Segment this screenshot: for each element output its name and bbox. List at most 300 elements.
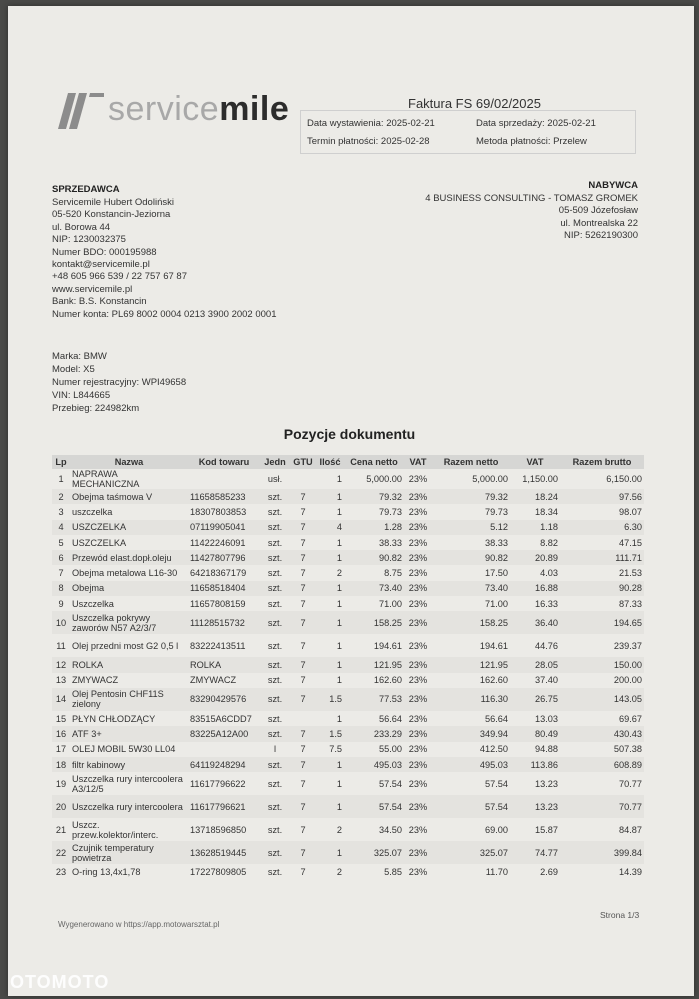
col-lp: Lp bbox=[52, 455, 70, 469]
invoice-title: Faktura FS 69/02/2025 bbox=[408, 96, 541, 111]
table-row bbox=[52, 818, 644, 841]
seller-line: www.servicemile.pl bbox=[52, 283, 133, 295]
cell-lp: 1 bbox=[58, 474, 64, 484]
cell-net-total: 162.60 bbox=[479, 675, 508, 686]
cell-vat-rate: 23% bbox=[404, 841, 432, 864]
cell-gtu: 7 bbox=[290, 757, 316, 772]
col-gtu: GTU bbox=[290, 455, 316, 469]
vehicle-line: Przebieg: 224982km bbox=[52, 403, 140, 414]
document-title: Pozycje dokumentu bbox=[283, 426, 416, 442]
col-gross-total: Razem brutto bbox=[560, 455, 644, 469]
cell-vat-amount: 8.82 bbox=[540, 537, 558, 548]
cell-qty: 1.5 bbox=[316, 726, 344, 741]
cell-gross-total: 6.30 bbox=[560, 520, 644, 535]
cell-vat-rate: 23% bbox=[408, 506, 428, 517]
cell-unit: szt. bbox=[260, 757, 290, 772]
cell-net-total: 90.82 bbox=[432, 550, 510, 565]
cell-vat-rate: 23% bbox=[404, 581, 432, 596]
cell-qty: 1 bbox=[336, 537, 342, 548]
cell-vat-amount: 2.69 bbox=[540, 866, 558, 877]
cell-net-price: 56.64 bbox=[379, 713, 402, 724]
col-code: Kod towaru bbox=[188, 455, 260, 469]
cell-net-total: 325.07 bbox=[432, 841, 510, 864]
cell-vat-amount: 4.03 bbox=[540, 568, 558, 579]
cell-gtu: 7 bbox=[290, 520, 316, 535]
cell-lp: 19 bbox=[55, 778, 67, 789]
buyer-line: NIP: 5262190300 bbox=[564, 230, 638, 242]
cell-net-price: 1.28 bbox=[344, 520, 404, 535]
cell-name: PŁYN CHŁODZĄCY bbox=[72, 713, 156, 724]
invoice-meta-box bbox=[300, 110, 636, 154]
cell-lp: 8 bbox=[52, 581, 70, 596]
cell-gross-total: 399.84 bbox=[560, 841, 644, 864]
cell-code bbox=[188, 742, 260, 757]
cell-lp: 15 bbox=[55, 713, 67, 724]
cell-name: Olej przedni most G2 0,5 l bbox=[72, 640, 179, 651]
logo-text-service: service bbox=[108, 90, 220, 128]
items-body bbox=[52, 469, 644, 879]
cell-unit: szt. bbox=[267, 640, 283, 651]
table-row bbox=[52, 795, 644, 818]
cell-qty: 1 bbox=[316, 489, 344, 504]
cell-gtu: 7 bbox=[290, 726, 316, 741]
cell-vat-amount: 80.49 bbox=[510, 726, 560, 741]
seller-line: Bank: B.S. Konstancin bbox=[52, 296, 147, 308]
table-row bbox=[52, 565, 644, 580]
cell-net-total: 57.54 bbox=[432, 795, 510, 818]
cell-gross-total: 239.37 bbox=[613, 640, 642, 651]
cell-vat-amount: 26.75 bbox=[510, 688, 560, 711]
cell-gross-total: 150.00 bbox=[560, 657, 644, 672]
cell-net-total: 57.54 bbox=[485, 778, 508, 789]
cell-lp: 7 bbox=[58, 568, 64, 579]
table-row bbox=[52, 772, 644, 795]
cell-vat-rate: 23% bbox=[404, 550, 432, 565]
seller-line: Numer konta: PL69 8002 0004 0213 3900 2002 0001 bbox=[52, 308, 277, 320]
otomoto-watermark: OTOMOTO bbox=[10, 972, 110, 992]
table-row bbox=[52, 520, 644, 535]
cell-gtu bbox=[290, 469, 316, 489]
cell-vat-rate: 23% bbox=[408, 537, 428, 548]
cell-unit: szt. bbox=[267, 598, 283, 609]
cell-gtu: 7 bbox=[290, 688, 316, 711]
cell-unit: szt. bbox=[260, 611, 290, 634]
cell-net-price: 158.25 bbox=[344, 611, 404, 634]
cell-net-price: 57.54 bbox=[379, 778, 402, 789]
cell-qty: 1 bbox=[316, 757, 344, 772]
cell-net-price: 38.33 bbox=[379, 537, 402, 548]
cell-vat-amount: 113.86 bbox=[510, 757, 560, 772]
cell-code: 17227809805 bbox=[190, 866, 247, 877]
cell-net-total: 194.61 bbox=[479, 640, 508, 651]
cell-qty: 7.5 bbox=[329, 744, 342, 755]
due-date: Termin płatności: 2025-02-28 bbox=[307, 136, 430, 147]
cell-qty: 2 bbox=[336, 866, 342, 877]
cell-qty: 1 bbox=[336, 675, 342, 686]
cell-name: ROLKA bbox=[70, 657, 188, 672]
cell-code: 07119905041 bbox=[188, 520, 260, 535]
cell-net-price: 194.61 bbox=[373, 640, 402, 651]
cell-gtu: 7 bbox=[290, 657, 316, 672]
cell-code: 13718596850 bbox=[190, 824, 247, 835]
cell-lp: 9 bbox=[58, 598, 64, 609]
cell-gross-total: 69.67 bbox=[619, 713, 642, 724]
cell-lp: 5 bbox=[58, 537, 64, 548]
cell-net-total: 17.50 bbox=[485, 568, 508, 579]
cell-lp: 6 bbox=[52, 550, 70, 565]
col-net-price: Cena netto bbox=[344, 455, 404, 469]
cell-unit: szt. bbox=[260, 657, 290, 672]
table-header-row bbox=[52, 455, 644, 469]
cell-code: ZMYWACZ bbox=[190, 675, 237, 686]
cell-unit: szt. bbox=[267, 537, 283, 548]
cell-name: USZCZELKA bbox=[70, 520, 188, 535]
cell-unit: szt. bbox=[267, 506, 283, 517]
cell-vat-amount: 15.87 bbox=[535, 824, 558, 835]
cell-net-total: 11.70 bbox=[485, 866, 508, 877]
cell-unit: szt. bbox=[260, 489, 290, 504]
cell-lp: 20 bbox=[52, 795, 70, 818]
table-row bbox=[52, 581, 644, 596]
cell-gtu: 7 bbox=[290, 489, 316, 504]
cell-name: Obejma metalowa L16-30 bbox=[72, 568, 178, 579]
cell-qty: 1 bbox=[316, 611, 344, 634]
cell-vat-amount: 1,150.00 bbox=[522, 474, 558, 484]
cell-net-price: 5.85 bbox=[384, 866, 402, 877]
cell-code: 11128515732 bbox=[188, 611, 260, 634]
cell-vat-amount: 13.23 bbox=[535, 778, 558, 789]
cell-name: OLEJ MOBIL 5W30 LL04 bbox=[72, 744, 176, 755]
seller-line: NIP: 1230032375 bbox=[52, 234, 126, 246]
cell-lp: 2 bbox=[52, 489, 70, 504]
cell-net-price: 79.32 bbox=[344, 489, 404, 504]
cell-qty: 1 bbox=[316, 841, 344, 864]
cell-net-total: 158.25 bbox=[432, 611, 510, 634]
cell-name: Obejma bbox=[70, 581, 188, 596]
table-row bbox=[52, 550, 644, 565]
table-row bbox=[52, 504, 644, 519]
col-name: Nazwa bbox=[70, 455, 188, 469]
table-row bbox=[52, 742, 644, 757]
cell-vat-rate: 23% bbox=[408, 640, 428, 651]
cell-qty: 1 bbox=[316, 657, 344, 672]
cell-net-total: 412.50 bbox=[479, 744, 508, 755]
cell-qty: 1 bbox=[336, 640, 342, 651]
cell-gtu: 7 bbox=[300, 824, 306, 835]
table-row bbox=[52, 864, 644, 879]
buyer-details bbox=[388, 193, 638, 243]
cell-unit: szt. bbox=[267, 568, 283, 579]
cell-vat-rate: 23% bbox=[408, 675, 428, 686]
cell-vat-amount: 37.40 bbox=[535, 675, 558, 686]
cell-vat-rate: 23% bbox=[408, 474, 428, 484]
cell-net-price: 79.73 bbox=[379, 506, 402, 517]
logo-text-mile: mile bbox=[219, 90, 290, 128]
cell-qty: 1 bbox=[316, 550, 344, 565]
cell-name: Uszczelka pokrywy zaworów N57 A2/3/7 bbox=[70, 611, 188, 634]
cell-vat-amount: 20.89 bbox=[510, 550, 560, 565]
cell-unit: l bbox=[273, 744, 277, 755]
cell-net-price: 233.29 bbox=[344, 726, 404, 741]
cell-code: 83515A6CDD7 bbox=[190, 713, 252, 724]
cell-vat-amount: 1.18 bbox=[510, 520, 560, 535]
cell-lp: 21 bbox=[55, 824, 67, 835]
cell-net-price: 77.53 bbox=[344, 688, 404, 711]
table-row bbox=[52, 841, 644, 864]
cell-vat-amount: 18.24 bbox=[510, 489, 560, 504]
cell-lp: 23 bbox=[55, 866, 67, 877]
cell-lp: 16 bbox=[52, 726, 70, 741]
cell-code: 83290429576 bbox=[188, 688, 260, 711]
cell-qty: 1.5 bbox=[316, 688, 344, 711]
cell-gtu: 7 bbox=[290, 611, 316, 634]
cell-net-price: 162.60 bbox=[373, 675, 402, 686]
cell-vat-rate: 23% bbox=[404, 611, 432, 634]
table-row bbox=[52, 726, 644, 741]
cell-code: 64119248294 bbox=[188, 757, 260, 772]
cell-gtu: 7 bbox=[290, 550, 316, 565]
cell-lp: 11 bbox=[56, 640, 66, 651]
cell-vat-amount: 13.23 bbox=[510, 795, 560, 818]
cell-name: Uszcz. przew.kolektor/interc. bbox=[72, 819, 159, 840]
buyer-heading: NABYWCA bbox=[588, 180, 638, 191]
cell-vat-amount: 44.76 bbox=[535, 640, 558, 651]
cell-net-total: 79.73 bbox=[485, 506, 508, 517]
cell-net-total: 73.40 bbox=[432, 581, 510, 596]
seller-line: ul. Borowa 44 bbox=[52, 221, 111, 233]
cell-gross-total: 87.33 bbox=[619, 598, 642, 609]
cell-gross-total: 507.38 bbox=[613, 744, 642, 755]
cell-gtu: 7 bbox=[300, 537, 306, 548]
cell-gtu: 7 bbox=[300, 640, 306, 651]
cell-unit: szt. bbox=[267, 675, 283, 686]
cell-unit: szt. bbox=[260, 688, 290, 711]
cell-gross-total: 21.53 bbox=[619, 568, 642, 579]
cell-vat-rate: 23% bbox=[408, 866, 428, 877]
cell-net-total: 116.30 bbox=[432, 688, 510, 711]
cell-gross-total: 200.00 bbox=[613, 675, 642, 686]
cell-lp: 10 bbox=[52, 611, 70, 634]
cell-code bbox=[188, 469, 260, 489]
seller-heading: SPRZEDAWCA bbox=[52, 184, 120, 195]
cell-code: 83225A12A00 bbox=[188, 726, 260, 741]
table-row bbox=[52, 673, 644, 688]
cell-net-total: 495.03 bbox=[432, 757, 510, 772]
cell-vat-rate: 23% bbox=[404, 757, 432, 772]
cell-lp: 22 bbox=[52, 841, 70, 864]
cell-net-total: 69.00 bbox=[485, 824, 508, 835]
cell-name: Olej Pentosin CHF11S zielony bbox=[70, 688, 188, 711]
cell-vat-rate: 23% bbox=[404, 726, 432, 741]
sale-date: Data sprzedaży: 2025-02-21 bbox=[476, 118, 596, 129]
cell-unit: szt. bbox=[260, 581, 290, 596]
table-row bbox=[52, 489, 644, 504]
cell-net-price: 121.95 bbox=[344, 657, 404, 672]
cell-net-price: 57.54 bbox=[344, 795, 404, 818]
vehicle-details bbox=[52, 350, 186, 415]
cell-gross-total: 430.43 bbox=[560, 726, 644, 741]
cell-net-total: 5,000.00 bbox=[472, 474, 508, 484]
cell-vat-rate: 23% bbox=[404, 688, 432, 711]
cell-gross-total: 97.56 bbox=[560, 489, 644, 504]
cell-code: ROLKA bbox=[188, 657, 260, 672]
cell-gtu: 7 bbox=[290, 581, 316, 596]
cell-gross-total: 70.77 bbox=[619, 778, 642, 789]
seller-details bbox=[52, 197, 277, 321]
col-net-total: Razem netto bbox=[432, 455, 510, 469]
buyer-line: ul. Montrealska 22 bbox=[560, 217, 638, 229]
cell-gross-total: 194.65 bbox=[560, 611, 644, 634]
cell-name: Uszczelka rury intercoolera A3/12/5 bbox=[72, 773, 183, 794]
cell-vat-amount: 18.34 bbox=[535, 506, 558, 517]
seller-line: Servicemile Hubert Odoliński bbox=[52, 197, 174, 208]
cell-qty: 1 bbox=[316, 795, 344, 818]
cell-unit: szt. bbox=[260, 841, 290, 864]
seller-line: 05-520 Konstancin-Jeziorna bbox=[52, 209, 171, 221]
cell-gtu: 7 bbox=[300, 778, 306, 789]
cell-gtu: 7 bbox=[300, 675, 306, 686]
cell-qty: 1 bbox=[336, 506, 342, 517]
cell-lp: 17 bbox=[55, 744, 67, 755]
cell-gross-total: 6,150.00 bbox=[606, 474, 642, 484]
table-row bbox=[52, 596, 644, 611]
cell-gtu: 7 bbox=[300, 568, 306, 579]
col-vat-rate: VAT bbox=[404, 455, 432, 469]
col-unit: Jedn bbox=[260, 455, 290, 469]
cell-vat-rate: 23% bbox=[408, 598, 428, 609]
cell-net-price: 73.40 bbox=[344, 581, 404, 596]
generated-note: Wygenerowano w https://app.motowarsztat.pl bbox=[58, 920, 220, 929]
cell-gtu: 7 bbox=[300, 744, 306, 755]
cell-gtu bbox=[290, 711, 316, 726]
cell-gtu: 7 bbox=[300, 506, 306, 517]
seller-line: Numer BDO: 000195988 bbox=[52, 246, 157, 258]
cell-vat-rate: 23% bbox=[408, 568, 428, 579]
cell-lp: 18 bbox=[52, 757, 70, 772]
table-row bbox=[52, 634, 644, 657]
cell-name: Uszczelka rury intercoolera bbox=[70, 795, 188, 818]
vehicle-line: VIN: L844665 bbox=[52, 390, 111, 401]
seller-line: kontakt@servicemile.pl bbox=[52, 259, 150, 271]
cell-unit: szt. bbox=[267, 824, 283, 835]
items-table bbox=[52, 455, 644, 879]
cell-gross-total: 84.87 bbox=[619, 824, 642, 835]
cell-gtu: 7 bbox=[290, 841, 316, 864]
table-row bbox=[52, 611, 644, 634]
payment-method: Metoda płatności: Przelew bbox=[476, 136, 587, 147]
cell-gross-total: 47.15 bbox=[619, 537, 642, 548]
table-row bbox=[52, 657, 644, 672]
cell-name: ZMYWACZ bbox=[72, 675, 119, 686]
cell-lp: 4 bbox=[52, 520, 70, 535]
cell-net-price: 55.00 bbox=[379, 744, 402, 755]
cell-vat-amount: 74.77 bbox=[510, 841, 560, 864]
cell-vat-amount: 16.33 bbox=[535, 598, 558, 609]
cell-gross-total: 608.89 bbox=[560, 757, 644, 772]
cell-vat-amount: 36.40 bbox=[510, 611, 560, 634]
cell-vat-rate: 23% bbox=[404, 489, 432, 504]
cell-code: 11422246091 bbox=[190, 537, 246, 548]
cell-net-total: 38.33 bbox=[485, 537, 508, 548]
cell-code: 11617796621 bbox=[188, 795, 260, 818]
cell-qty: 4 bbox=[316, 520, 344, 535]
cell-net-total: 71.00 bbox=[485, 598, 508, 609]
cell-name: O-ring 13,4x1,78 bbox=[72, 866, 141, 877]
vehicle-line: Numer rejestracyjny: WPI49658 bbox=[52, 377, 187, 388]
cell-net-total: 56.64 bbox=[485, 713, 508, 724]
cell-vat-amount: 13.03 bbox=[535, 713, 558, 724]
cell-qty: 2 bbox=[336, 824, 342, 835]
cell-qty: 1 bbox=[336, 778, 342, 789]
cell-vat-rate: 23% bbox=[408, 744, 428, 755]
cell-net-price: 495.03 bbox=[344, 757, 404, 772]
cell-code: 11658518404 bbox=[188, 581, 260, 596]
cell-gtu: 7 bbox=[290, 795, 316, 818]
cell-vat-rate: 23% bbox=[408, 713, 428, 724]
vehicle-line: Marka: BMW bbox=[52, 351, 107, 362]
cell-qty: 1 bbox=[336, 474, 342, 484]
cell-vat-amount: 28.05 bbox=[510, 657, 560, 672]
vehicle-line: Model: X5 bbox=[52, 364, 95, 375]
cell-unit: szt. bbox=[260, 520, 290, 535]
cell-net-price: 71.00 bbox=[379, 598, 402, 609]
seller-line: +48 605 966 539 / 22 757 67 87 bbox=[52, 271, 187, 283]
cell-name: uszczelka bbox=[72, 506, 113, 517]
cell-name: Czujnik temperatury powietrza bbox=[70, 841, 188, 864]
cell-vat-amount: 94.88 bbox=[535, 744, 558, 755]
cell-unit: szt. bbox=[260, 726, 290, 741]
buyer-line: 05-509 Józefosław bbox=[558, 205, 638, 217]
cell-code: 11657808159 bbox=[190, 598, 246, 609]
cell-net-total: 5.12 bbox=[432, 520, 510, 535]
col-vat-amount: VAT bbox=[510, 455, 560, 469]
cell-gross-total: 98.07 bbox=[619, 506, 642, 517]
cell-vat-rate: 23% bbox=[404, 520, 432, 535]
issue-date: Data wystawienia: 2025-02-21 bbox=[307, 118, 435, 129]
cell-unit: szt. bbox=[267, 866, 283, 877]
cell-code: 64218367179 bbox=[190, 568, 247, 579]
cell-unit: szt. bbox=[267, 713, 283, 724]
cell-qty: 1 bbox=[316, 581, 344, 596]
cell-lp: 12 bbox=[52, 657, 70, 672]
cell-gross-total: 14.39 bbox=[619, 866, 642, 877]
cell-net-price: 8.75 bbox=[384, 568, 402, 579]
cell-code: 18307803853 bbox=[190, 506, 247, 517]
cell-net-total: 349.94 bbox=[432, 726, 510, 741]
cell-vat-rate: 23% bbox=[404, 657, 432, 672]
cell-vat-amount: 16.88 bbox=[510, 581, 560, 596]
cell-net-price: 325.07 bbox=[344, 841, 404, 864]
cell-net-total: 79.32 bbox=[432, 489, 510, 504]
cell-unit: szt. bbox=[260, 795, 290, 818]
cell-gross-total: 90.28 bbox=[560, 581, 644, 596]
cell-vat-rate: 23% bbox=[408, 824, 428, 835]
table-row bbox=[52, 711, 644, 726]
servicemile-logo bbox=[58, 90, 289, 129]
table-row bbox=[52, 469, 644, 489]
cell-code: 83222413511 bbox=[190, 640, 246, 651]
cell-name: ATF 3+ bbox=[70, 726, 188, 741]
buyer-line: 4 BUSINESS CONSULTING - TOMASZ GROMEK bbox=[425, 193, 638, 204]
cell-name: Uszczelka bbox=[72, 598, 114, 609]
cell-name: filtr kabinowy bbox=[70, 757, 188, 772]
cell-net-price: 34.50 bbox=[379, 824, 402, 835]
cell-name: USZCZELKA bbox=[72, 537, 127, 548]
cell-gross-total: 70.77 bbox=[560, 795, 644, 818]
col-qty: Ilość bbox=[316, 455, 344, 469]
cell-lp: 3 bbox=[58, 506, 64, 517]
page-number: Strona 1/3 bbox=[600, 910, 640, 920]
